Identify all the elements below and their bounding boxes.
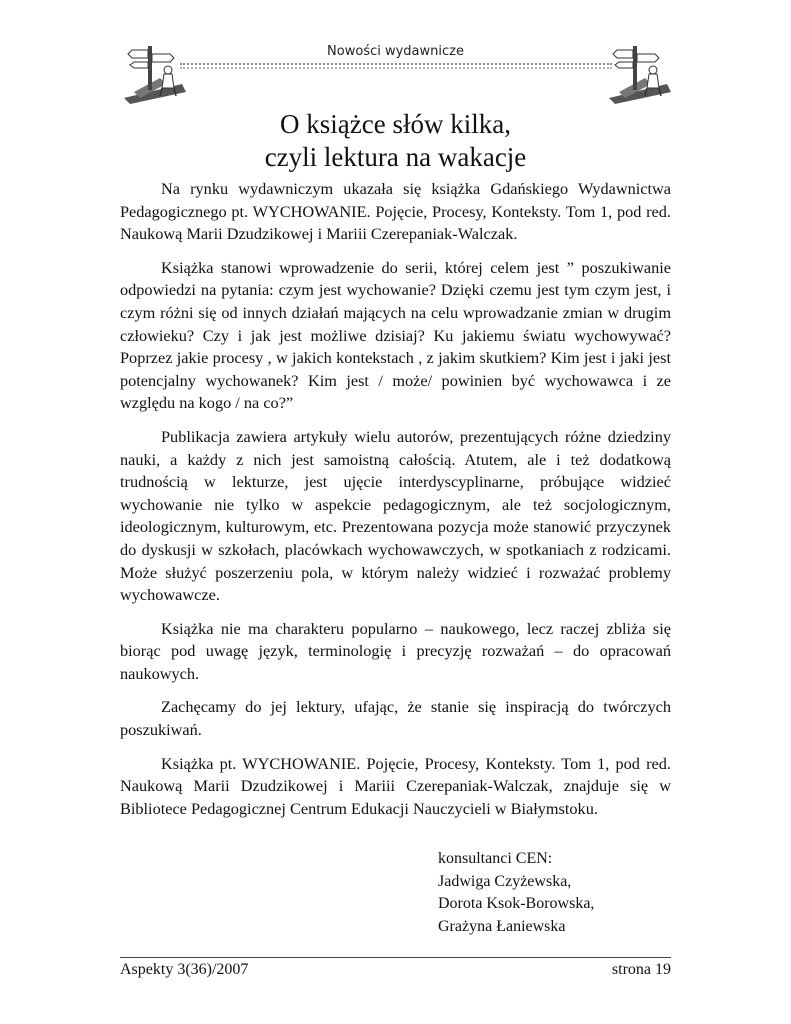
article-paragraph: Na rynku wydawniczym ukazała się książka Gdańskiego Wydawnictwa Pedagogicznego pt. WYCHOWANIE. Pojęcie, Procesy, Konteksty. Tom 1, pod red. Naukową Marii Dzudzikowej i Mariii Czerepaniak-Walczak.: [120, 179, 671, 244]
section-header-title: Nowości wydawnicze: [327, 44, 464, 59]
article-paragraph: Publikacja zawiera artykuły wielu autorów, prezentujących różne dziedziny nauki, a każdy z nich jest samoistną całością. Atutem, ale i też dodatkową trudnością w lekturze, jest ujęcie interdyscyplinarne, próbujące widzieć wychowanie nie tylko w aspekcie pedagogicznym, ale też socjologicznym, ideologicznym, kulturowym, etc. Prezentowana pozycja może stanowić przyczynek do dyskusji w szkołach, placówkach wychowawczych, w spotkaniach z rodzicami. Może służyć poszerzeniu pola, w którym należy widzieć i rozważać problemy wychowawcze.: [120, 426, 671, 605]
signature-block: [438, 848, 594, 938]
article-title: [0, 108, 791, 174]
article-body: [120, 178, 671, 831]
signature-line: Grażyna Łaniewska: [438, 917, 566, 935]
signature-line: Jadwiga Czyżewska,: [438, 872, 572, 890]
footer-issue: Aspekty 3(36)/2007: [120, 961, 249, 978]
article-paragraph: Książka nie ma charakteru popularno – naukowego, lecz raczej zbliża się biorąc pod uwagę język, terminologię i precyzję rozważań – do opracowań naukowych.: [120, 618, 671, 683]
header-rope-divider: [180, 63, 612, 69]
article-paragraph: Książka stanowi wprowadzenie do serii, której celem jest ” poszukiwanie odpowiedzi na pytania: czym jest wychowanie? Dzięki czemu jest tym czym jest, i czym różni się od innych działań mających na celu wprowadzanie zmian w drugim człowieku? Czy i jak jest możliwe dzisiaj? Ku jakiemu światu wychowywać? Poprzez jakie procesy , w jakich kontekstach , z jakim skutkiem? Kim jest i jaki jest potencjalny wychowanek? Kim jest / może/ powinien być wychowawca i ze względu na kogo / na co?”: [120, 257, 671, 413]
article-paragraph: Książka pt. WYCHOWANIE. Pojęcie, Procesy, Konteksty. Tom 1, pod red. Naukową Marii Dzudzikowej i Mariii Czerepaniak-Walczak, znajduje się w Bibliotece Pedagogicznej Centrum Edukacji Nauczycieli w Białymstoku.: [120, 753, 671, 818]
signature-line: konsultanci CEN:: [438, 850, 553, 867]
article-title-line-1: O książce słów kilka,: [280, 109, 511, 139]
signature-line: Dorota Ksok-Borowska,: [438, 895, 595, 912]
article-paragraph: Zachęcamy do jej lektury, ufając, że stanie się inspiracją do twórczych poszukiwań.: [120, 697, 671, 740]
article-title-line-2: czyli lektura na wakacje: [264, 142, 527, 172]
footer-divider: [120, 957, 671, 958]
signpost-figure-icon: [605, 40, 675, 104]
footer-page-number: strona 19: [611, 961, 671, 978]
